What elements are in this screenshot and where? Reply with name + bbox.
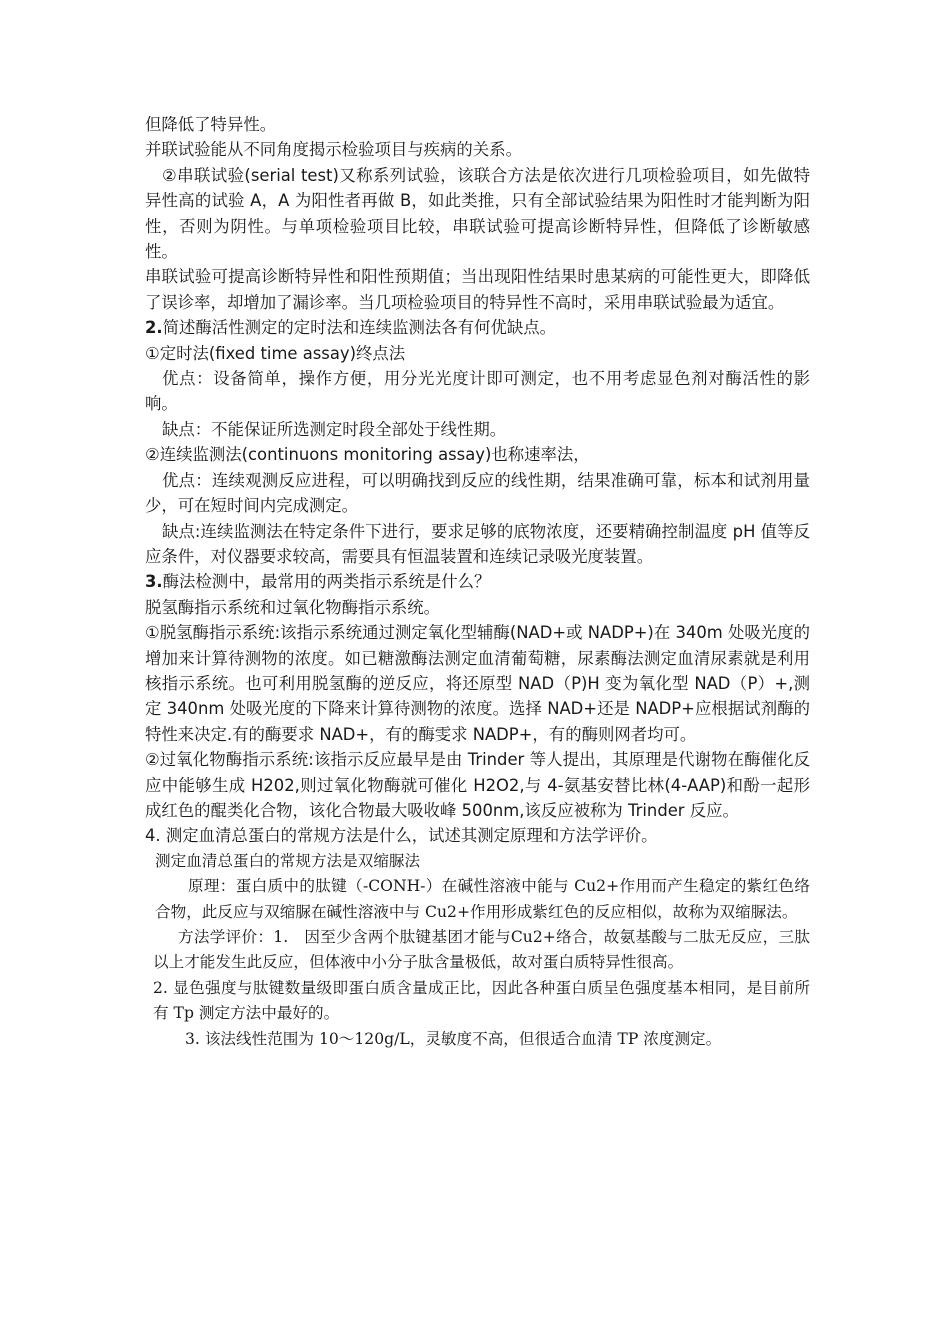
paragraph: 原理：蛋白质中的肽键（-CONH-）在碱性溶液中能与 Cu2+作用而产生稳定的紫红色络合物，此反应与双缩脲在碱性溶液中与 Cu2+作用形成紫红色的反应相似，故称为双缩脲法。 — [155, 877, 810, 921]
question-number: 3. — [145, 572, 163, 592]
paragraph: 但降低了特异性。 — [145, 115, 277, 134]
question-heading — [145, 569, 810, 594]
paragraph: 串联试验可提高诊断特异性和阳性预期值；当出现阳性结果时患某病的可能性更大，即降低了误诊率，却增加了漏诊率。当几项检验项目的特异性不高时，采用串联试验最为适宜。 — [145, 267, 810, 312]
question-heading — [145, 315, 810, 340]
question-text: 酶法检测中，最常用的两类指示系统是什么？ — [162, 572, 491, 592]
paragraph: 并联试验能从不同角度揭示检验项目与疾病的关系。 — [145, 140, 522, 160]
paragraph: 优点：连续观测反应进程，可以明确找到反应的线性期，结果准确可靠，标本和试剂用量少，可在短时间内完成测定。 — [145, 470, 810, 516]
paragraph: ①脱氢酶指示系统:该指示系统通过测定氧化型辅酶(NAD+或 NADP+)在 340m 处吸光度的增加来计算待测物的浓度。如已糖激酶法测定血清葡萄糖，尿素酶法测定血清尿素就是利用核指示系统。也可利用脱氢酶的逆反应，将还原型 NAD（P)H 变为氧化型 NAD（P）+,测定 340nm 处吸光度的下降来计算待测物的浓度。选择 NAD+还是 NADP+应根据试剂酶的特性来决定.有的酶要求 NAD+，有的酶雯求 NADP+，有的酶则网者均可。 — [145, 623, 810, 744]
paragraph: ②过氧化物酶指示系统:该指示反应最早是由 Trinder 等人提出，其原理是代谢物在酶催化反应中能够生成 H202,则过氧化物酶就可催化 H2O2,与 4-氨基安替比林(4-AAP)和酚一起形成红色的醌类化合物，该化合物最大吸收峰 500nm,该反应被称为 Trinder 反应。 — [145, 750, 810, 820]
paragraph: 脱氢酶指示系统和过氧化物酶指示系统。 — [145, 597, 441, 617]
paragraph: ②连续监测法(continuons monitoring assay)也称速率法， — [145, 445, 590, 465]
paragraph: 2. 显色强度与肽键数量级即蛋白质含量成正比，因此各种蛋白质呈色强度基本相同，是目前所有 Tp 测定方法中最好的。 — [153, 978, 810, 1023]
question-number: 2. — [145, 318, 163, 338]
paragraph: 测定血清总蛋白的常规方法是双缩脲法 — [155, 851, 421, 870]
paragraph: 3. 该法线性范围为 10～120g/L，灵敏度不高，但很适合血清 TP 浓度测定。 — [185, 1029, 722, 1048]
paragraph: 方法学评价：1. 因至少含两个肽键基团才能与Cu2+络合，故氨基酸与二肽无反应，三肽以上才能发生此反应，但体液中小分子肽含量极低，故对蛋白质特异性很高。 — [153, 928, 810, 972]
paragraph: ②串联试验(serial test)又称系列试验，该联合方法是依次进行几项检验项目，如先做特异性高的试验 A，A 为阳性者再做 B，如此类推，只有全部试验结果为阳性时才能判断为阳性，否则为阴性。与单项检验项目比较，串联试验可提高诊断特异性，但降低了诊断敏感性。 — [145, 165, 810, 262]
document-body — [145, 112, 810, 1052]
paragraph: 缺点:连续监测法在特定条件下进行，要求足够的底物浓度，还要精确控制温度 pH 值等反应条件，对仪器要求较高，需要具有恒温装置和连续记录吸光度装置。 — [145, 521, 810, 566]
paragraph: 缺点：不能保证所选测定时段全部处于线性期。 — [162, 419, 507, 439]
paragraph: ①定时法(fixed time assay)终点法 — [145, 343, 406, 363]
question-text: 简述酶活性测定的定时法和连续监测法各有何优缺点。 — [162, 318, 557, 338]
question-heading: 4. 测定血清总蛋白的常规方法是什么，试述其测定原理和方法学评价。 — [145, 826, 658, 846]
paragraph: 优点：设备简单，操作方便，用分光光度计即可测定，也不用考虑显色剂对酶活性的影响。 — [145, 369, 810, 414]
